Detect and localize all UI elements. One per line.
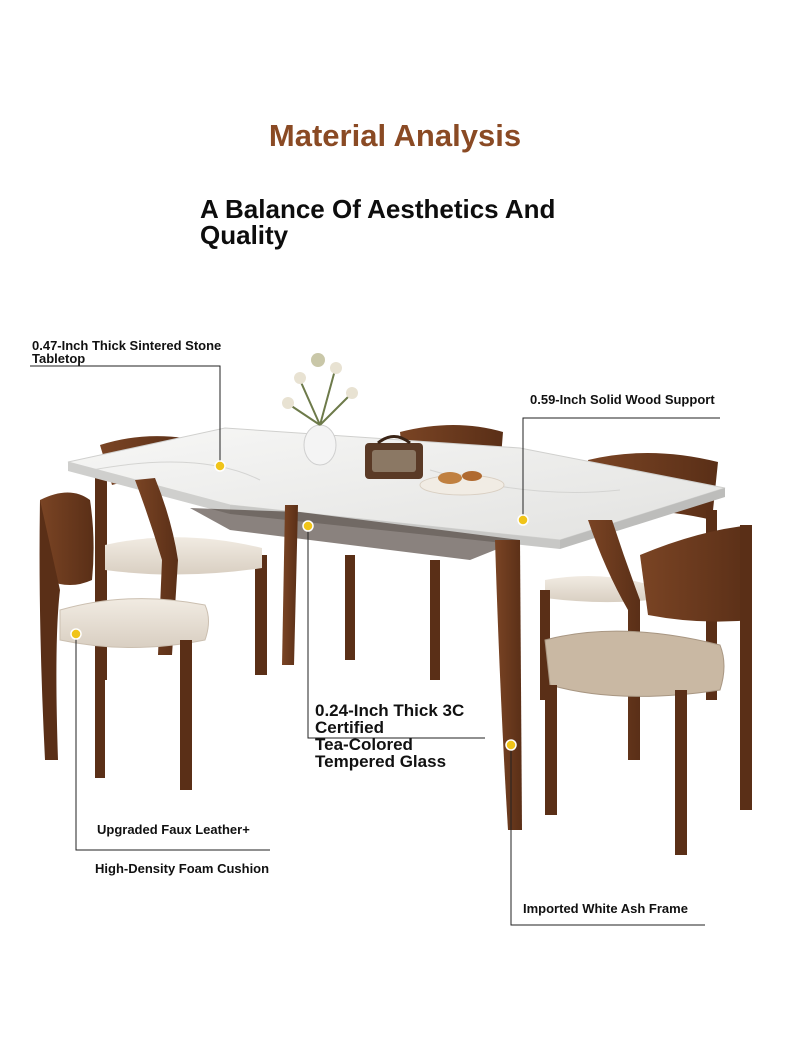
frame-callout: Imported White Ash Frame	[523, 901, 688, 916]
tabletop-callout	[32, 339, 221, 365]
support-callout: 0.59-Inch Solid Wood Support	[530, 392, 715, 407]
subtitle-line-2: Quality	[200, 220, 289, 250]
chair-front-left	[40, 493, 209, 791]
marker-icon	[71, 629, 81, 639]
marker-icon	[518, 515, 528, 525]
cushion-callout-line-1: Upgraded Faux Leather+	[97, 822, 250, 837]
cushion-callout-line-2: High-Density Foam Cushion	[95, 861, 270, 876]
tabletop-label-line-1: 0.47-Inch Thick Sintered Stone	[32, 338, 222, 353]
glass-label-line-3: Tea-Colored	[315, 735, 413, 754]
chair-front-right	[545, 525, 752, 855]
marker-icon	[506, 740, 516, 750]
page-title: Material Analysis	[268, 118, 522, 153]
marker-icon	[215, 461, 225, 471]
marker-icon	[303, 521, 313, 531]
glass-label-line-2: Certified	[315, 718, 384, 737]
glass-callout	[315, 702, 464, 770]
glass-label-line-1: 0.24-Inch Thick 3C	[315, 701, 465, 720]
tabletop-label-line-2: Tabletop	[32, 351, 86, 366]
subtitle-line-1: A Balance Of Aesthetics And	[200, 194, 556, 224]
glass-label-line-4: Tempered Glass	[315, 752, 447, 771]
